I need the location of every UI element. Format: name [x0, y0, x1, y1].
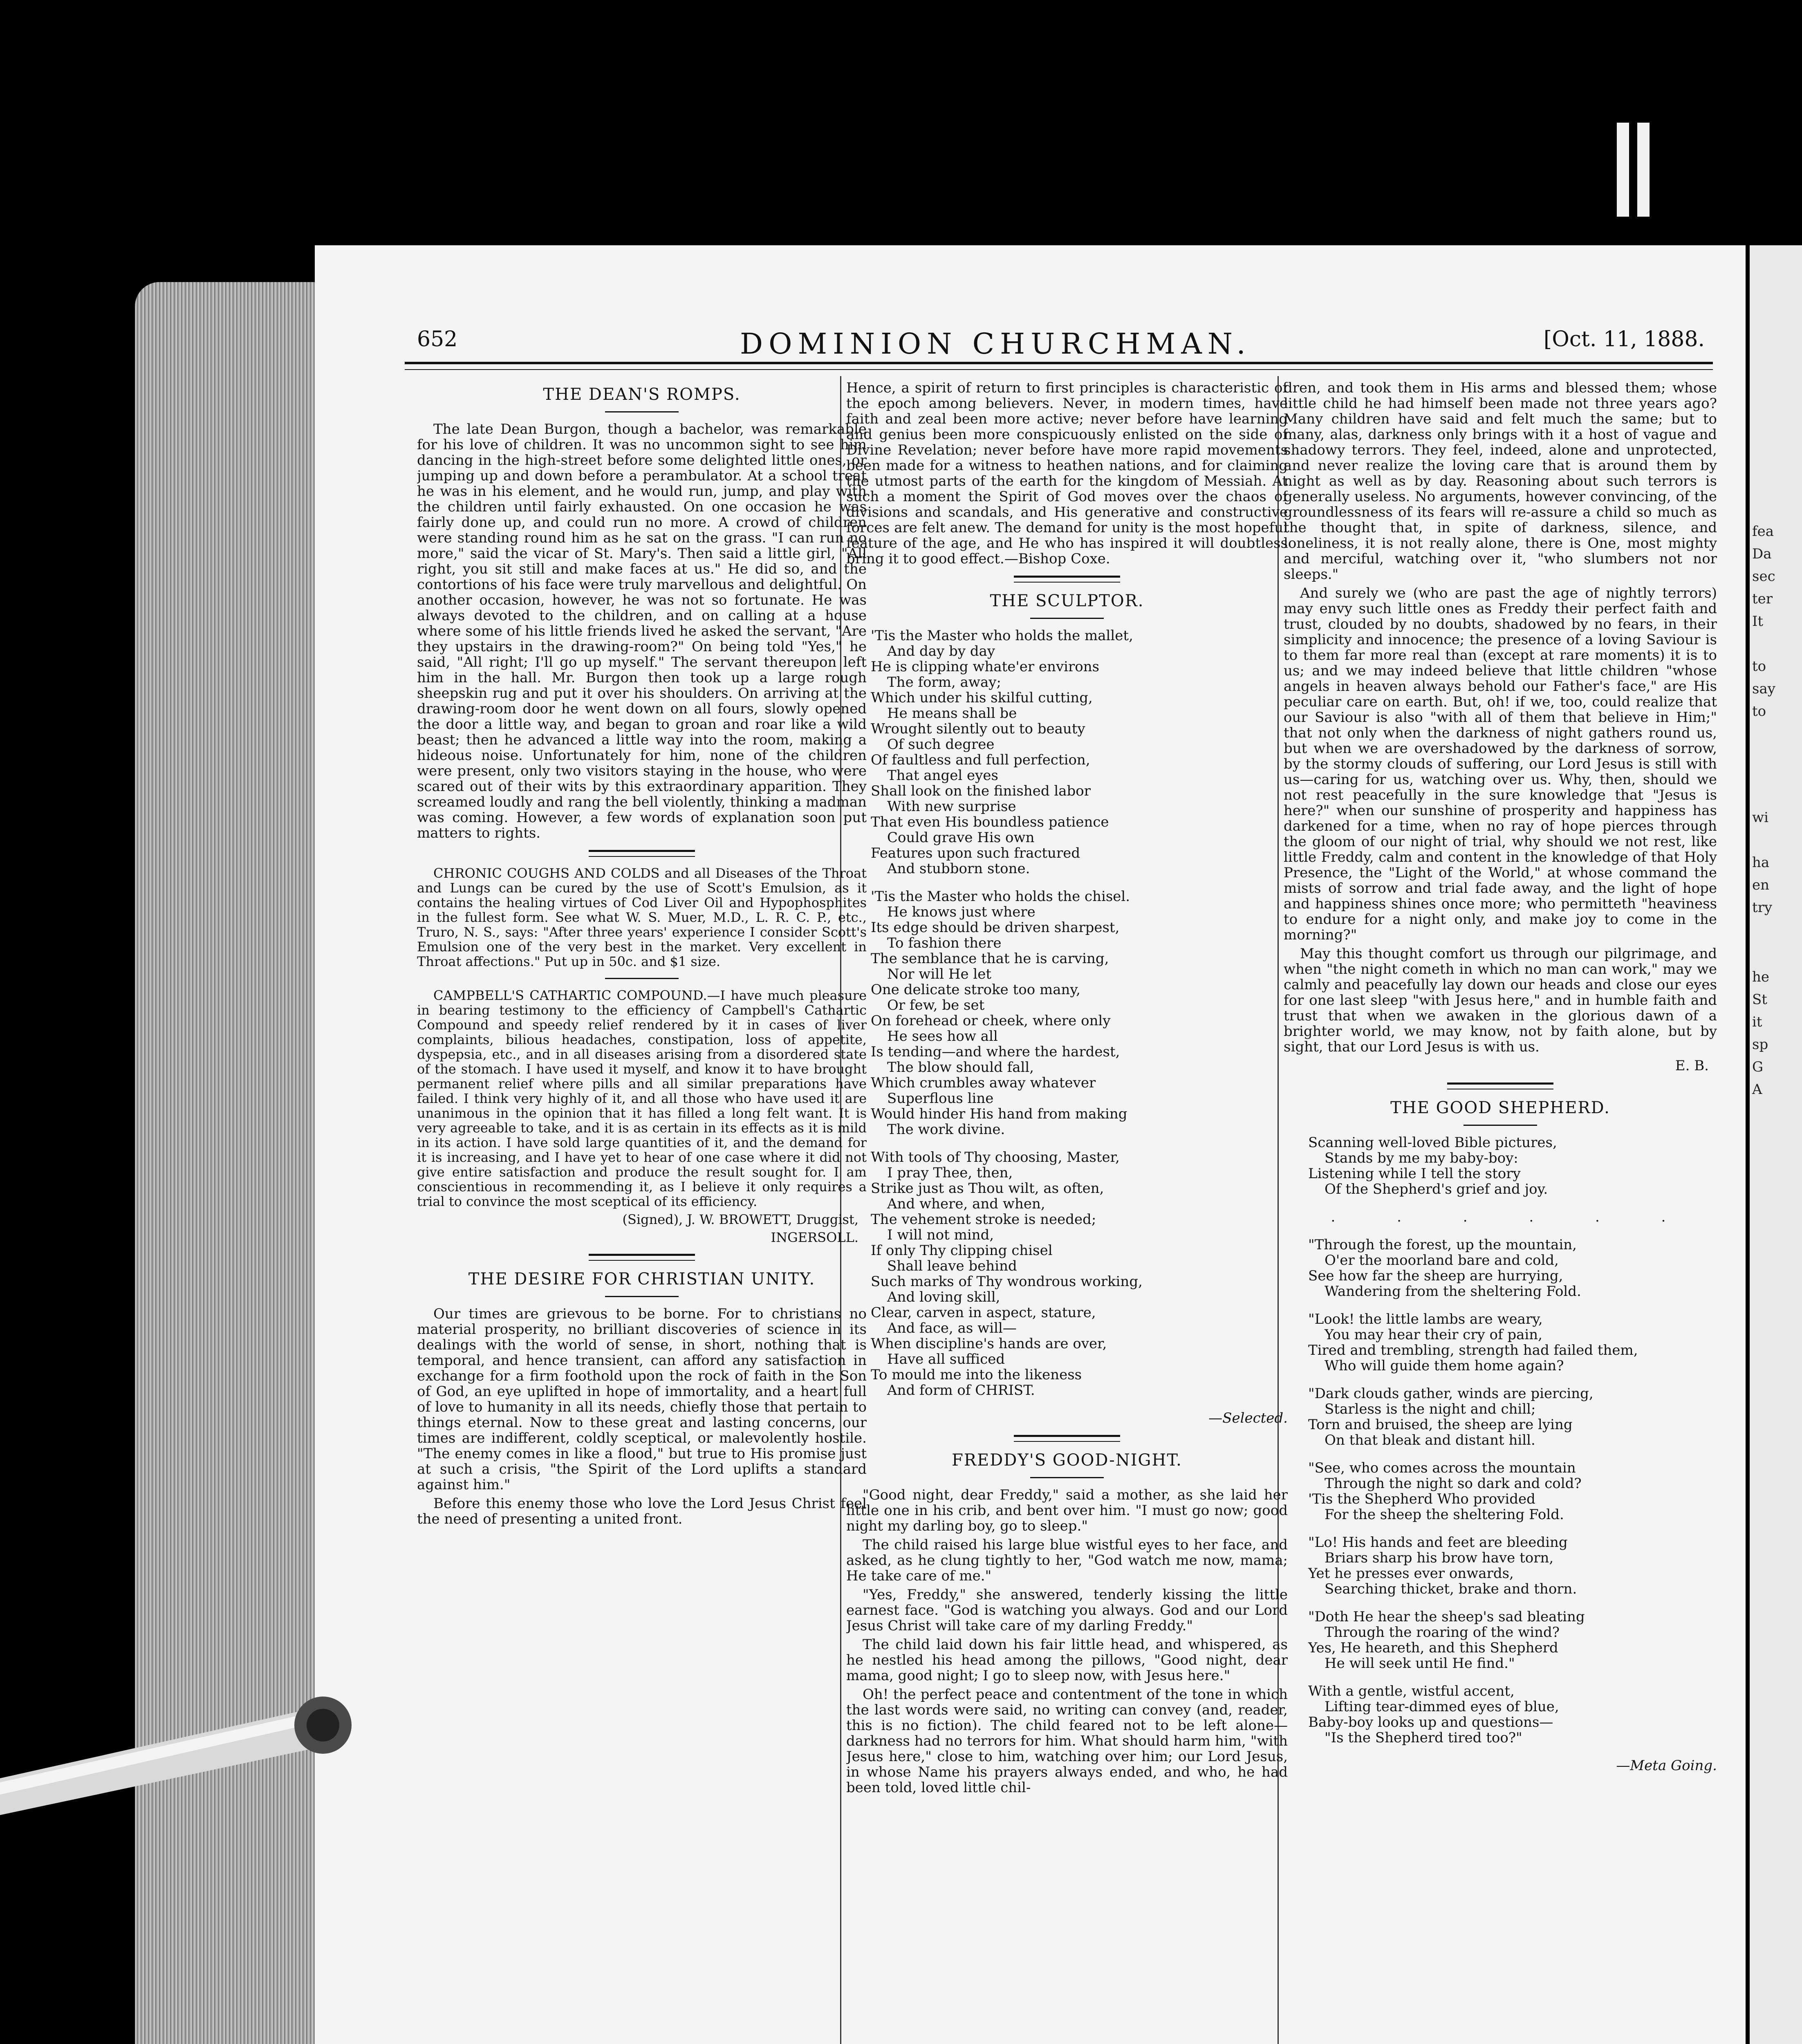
article-paragraph: The child laid down his fair little head, and whispered, as he nestled his head among the pillows, "Good night, dear mama, good night; I go to sleep now, with Jesus here.": [846, 1636, 1288, 1684]
poem-ellipsis: . . . . . .: [1331, 1209, 1694, 1225]
poem-line: The semblance that he is carving,: [871, 950, 1109, 967]
poem-line: 'Tis the Shepherd Who provided: [1308, 1491, 1535, 1507]
poem-line: Of such degree: [887, 736, 995, 753]
poem-stanza: [1308, 1609, 1717, 1671]
poem-line: "Doth He hear the sheep's sad bleating: [1308, 1609, 1585, 1625]
poem-line: "Look! the little lambs are weary,: [1308, 1311, 1543, 1327]
poem-stanza: [1308, 1460, 1717, 1522]
advertisement-signature-place: INGERSOLL.: [771, 1230, 858, 1245]
poem-line: Such marks of Thy wondrous working,: [871, 1273, 1143, 1290]
poem-line: He means shall be: [887, 705, 1017, 722]
poem-line: Of faultless and full perfection,: [871, 752, 1090, 768]
poem-line: Or few, be set: [887, 997, 985, 1013]
facing-page-fragment: sec: [1752, 568, 1775, 585]
poem-line: Listening while I tell the story: [1308, 1165, 1521, 1182]
poem-line: You may hear their cry of pain,: [1325, 1327, 1542, 1343]
advertisement-campbells-compound: CAMPBELL'S CATHARTIC COMPOUND.—I have much pleasure in bearing testimony to the efficiency of Campbell's Cathartic Compound and speedy relief rendered by it in cases of liver complaints, bilious headaches, constipation, loss of appetite, dyspepsia, etc., and in all diseases arising from a disordered state of the stomach. I have used it myself, and know it to have brought permanent relief where pills and all similar preparations have failed. I think very highly of it, and all those who have used it are unanimous in the opinion that it has filled a long felt want. It is very agreeable to take, and it is as certain in its effects as it is mild in its action. I have sold large quantities of it, and the demand for it is increasing, and I have yet to hear of one case where it did not give entire satisfaction and produce the result sought for. I am conscientious in recommending it, as I believe it only requires a trial to convince the most sceptical of its efficiency.: [417, 988, 867, 1209]
poem-line: And loving skill,: [887, 1289, 1000, 1305]
poem-line: On that bleak and distant hill.: [1325, 1432, 1535, 1448]
poem-line: Of the Shepherd's grief and joy.: [1325, 1181, 1548, 1197]
facing-page-fragment: It: [1752, 613, 1764, 630]
poem-stanza: [871, 889, 1288, 1137]
poem-line: He knows just where: [887, 904, 1035, 920]
facing-page-fragment: say: [1752, 681, 1775, 697]
article-initials: E. B.: [1675, 1058, 1709, 1074]
poem-line: To fashion there: [887, 935, 1002, 951]
poem-line: Scanning well-loved Bible pictures,: [1308, 1134, 1557, 1151]
poem-line: He is clipping whate'er environs: [871, 659, 1100, 675]
page-header: [417, 327, 1705, 360]
facing-page-fragment: fea: [1752, 523, 1774, 540]
poem-line: Through the roaring of the wind?: [1325, 1624, 1560, 1641]
article-title-deans-romps: THE DEAN'S ROMPS.: [543, 385, 741, 404]
column-3: [1284, 376, 1717, 2044]
poem-line: "Dark clouds gather, winds are piercing,: [1308, 1385, 1594, 1402]
poem-line: On forehead or cheek, where only: [871, 1013, 1111, 1029]
poem-line: Starless is the night and chill;: [1325, 1401, 1536, 1417]
article-paragraph: May this thought comfort us through our pilgrimage, and when "the night cometh in which no man can work," may we calmly and peacefully lay down our heads and close our eyes for one last sleep "with Jesus here," and in humble faith and trust that when we awaken in the glorious dawn of a brighter world, we may know, not by faith alone, but by sight, that our Lord Jesus is with us.: [1284, 946, 1717, 1055]
poem-line: If only Thy clipping chisel: [871, 1242, 1053, 1259]
poem-line: Searching thicket, brake and thorn.: [1325, 1581, 1577, 1597]
poem-line: With a gentle, wistful accent,: [1308, 1683, 1515, 1699]
poem-line: He sees how all: [887, 1028, 998, 1044]
poem-line: Torn and bruised, the sheep are lying: [1308, 1416, 1573, 1433]
article-paragraph: Oh! the perfect peace and contentment of the tone in which the last words were said, no writing can convey (and, reader, this is no fiction). The child feared not to be left alone—darkness had no terrors for him. What should harm him, "with Jesus here," close to him, watching over him; our Lord Jesus, in whose Name his prayers always ended, and who, he had been told, loved little chil-: [846, 1686, 1288, 1796]
poem-line: And face, as will—: [887, 1320, 1017, 1336]
poem-line: See how far the sheep are hurrying,: [1308, 1268, 1563, 1284]
facing-page-fragment: en: [1752, 877, 1770, 893]
poem-line: "Through the forest, up the mountain,: [1308, 1237, 1577, 1253]
poem-line: When discipline's hands are over,: [871, 1336, 1107, 1352]
poem-stanza: [1308, 1135, 1717, 1197]
poem-line: Through the night so dark and cold?: [1325, 1475, 1582, 1492]
article-paragraph: And surely we (who are past the age of nightly terrors) may envy such little ones as Freddy their perfect faith and trust, clouded by no doubts, shadowed by no fears, in their simplicity and innocence; the presence of a loving Saviour is to them far more real than (except at rare moments) it is to us; and we may indeed believe that little children "whose angels in heaven always behold our Father's face," are His peculiar care on earth. But, oh! if we, too, could realize that our Saviour is also "with all of them that believe in Him;" that not only when the darkness of night gathers round us, but when we are overshadowed by the darkness of sorrow, by the stormy clouds of suffering, our Lord Jesus is still with us—caring for us, watching over us. Why, then, should we not rest peacefully in the sure knowledge that "Jesus is here?" when our sunshine of prosperity and happiness has darkened for a time, when no ray of hope pierces through the gloom of our night of trial, why should we not rest, like little Freddy, calm and content in the knowledge of that Holy Presence, the "Light of the World," at whose command the mists of sorrow and trial fade away, and the light of hope and happiness shines once more; who permitteth "heaviness to endure for a night only, and make joy to come in the morning?": [1284, 585, 1717, 943]
poem-line: Features upon such fractured: [871, 845, 1080, 861]
poem-line: 'Tis the Master who holds the chisel.: [871, 888, 1130, 905]
facing-page-fragment: St: [1752, 991, 1767, 1008]
facing-page-fragment: to: [1752, 658, 1766, 675]
article-body: The late Dean Burgon, though a bachelor, was remarkable for his love of children. It was no uncommon sight to see him dancing in the high-street before some delighted little ones, or jumping up and down before a perambulator. At a school treat he was in his element, and he would run, jump, and play with the children until fairly exhausted. On one occasion he was fairly done up, and could run no more. A crowd of children were standing round him as he sat on the grass. "I can run no more," said the vicar of St. Mary's. Then said a little girl, "All right, you sit still and make faces at us." He did so, and the contortions of his face were truly marvellous and delightful. On another occasion, however, he was not so fortunate. He was always devoted to the children, and on calling at a house where some of his little friends lived he asked the servant, "Are they upstairs in the drawing-room?" On being told "Yes," he said, "All right; I'll go up myself." The servant thereupon left him in the hall. Mr. Burgon then took up a large rough sheepskin rug and put it over his shoulders. On arriving at the drawing-room door he went down on all fours, slowly opened the door a little way, and began to groan and roar like a wild beast; then he advanced a little way into the room, making a hideous noise. Unfortunately for him, none of the children were present, only two visitors staying in the house, who were scared out of their wits by this extraordinary apparition. They screamed loudly and rang the bell violently, thinking a madman was coming. However, a few words of explanation soon put matters to rights.: [417, 421, 867, 841]
article-paragraph: The child raised his large blue wistful eyes to her face, and asked, as he clung tightly to her, "God watch me now, mama; He take care of me.": [846, 1537, 1288, 1584]
poem-line: Which under his skilful cutting,: [871, 690, 1093, 706]
poem-line: With tools of Thy choosing, Master,: [871, 1149, 1120, 1165]
facing-page-fragment: G: [1752, 1059, 1764, 1075]
poem-line: Stands by me my baby-boy:: [1325, 1150, 1518, 1166]
poem-line: O'er the moorland bare and cold,: [1325, 1252, 1559, 1269]
poem-line: Wandering from the sheltering Fold.: [1325, 1283, 1581, 1300]
poem-line: Could grave His own: [887, 829, 1035, 846]
poem-line: The vehement stroke is needed;: [871, 1211, 1096, 1228]
poem-line: "Is the Shepherd tired too?": [1325, 1730, 1522, 1746]
poem-line: Who will guide them home again?: [1325, 1358, 1564, 1374]
poem-line: 'Tis the Master who holds the mallet,: [871, 628, 1133, 644]
facing-page-fragment: to: [1752, 703, 1766, 719]
article-body: Hence, a spirit of return to first principles is characteristic of the epoch among believers. Never, in modern times, have faith and zeal been more active; never before have learning and genius been more conspicuously enlisted on the side of Divine Revelation; never before have more rapid movements been made for a witness to heathen nations, and for claiming the utmost parts of the earth for the kingdom of Messiah. At such a moment the Spirit of God moves over the chaos of divisions and scandals, and His generative and constructive forces are felt anew. The demand for unity is the most hopeful feature of the age, and He who has inspired it will doubtless bring it to good effect.—Bishop Coxe.: [846, 380, 1288, 567]
poem-line: Briars sharp his brow have torn,: [1325, 1550, 1554, 1566]
poem-line: I pray Thee, then,: [887, 1165, 1013, 1181]
poem-line: Yes, He heareth, and this Shepherd: [1308, 1640, 1558, 1656]
poem-stanza: [871, 1150, 1288, 1398]
poem-stanza: [871, 628, 1288, 876]
poem-line: That even His boundless patience: [871, 814, 1109, 830]
poem-stanza: [1308, 1237, 1717, 1299]
facing-page-fragment: ha: [1752, 854, 1770, 871]
poem-line: Is tending—and where the hardest,: [871, 1044, 1120, 1060]
poem-line: "See, who comes across the mountain: [1308, 1460, 1576, 1476]
advertisement-scotts-emulsion: CHRONIC COUGHS AND COLDS and all Diseases of the Throat and Lungs can be cured by the use of Scott's Emulsion, as it contains the healing virtues of Cod Liver Oil and Hypophosphites in the fullest form. See what W. S. Muer, M.D., L. R. C. P., etc., Truro, N. S., says: "After three years' experience I consider Scott's Emulsion one of the very best in the market. Very excellent in Throat affections." Put up in 50c. and $1 size.: [417, 865, 867, 969]
poem-line: And where, and when,: [887, 1196, 1045, 1212]
facing-page-fragment: wi: [1752, 809, 1768, 826]
poem-line: Shall look on the finished labor: [871, 783, 1091, 799]
poem-line: Clear, carven in aspect, stature,: [871, 1304, 1096, 1321]
scan-marker-top-2: [1637, 123, 1650, 217]
facing-page-fragment: he: [1752, 969, 1770, 985]
article-title-christian-unity: THE DESIRE FOR CHRISTIAN UNITY.: [468, 1270, 816, 1289]
poem-line: Strike just as Thou wilt, as often,: [871, 1180, 1104, 1197]
poem-line: And day by day: [887, 643, 995, 659]
poem-line: To mould me into the likeness: [871, 1367, 1082, 1383]
scan-marker-top-1: [1617, 123, 1629, 217]
poem-line: And stubborn stone.: [887, 861, 1030, 877]
facing-page-fragment: A: [1752, 1081, 1762, 1098]
poem-attribution: —Meta Going.: [1616, 1757, 1717, 1774]
title-rule: [605, 411, 679, 412]
poem-line: The blow should fall,: [887, 1059, 1034, 1076]
article-paragraph: "Yes, Freddy," she answered, tenderly kissing the little earnest face. "God is watching you always. God and our Lord Jesus Christ will take care of my darling Freddy.": [846, 1587, 1288, 1634]
title-rule: [605, 1296, 679, 1297]
section-separator: [1014, 1435, 1120, 1442]
poem-line: The work divine.: [887, 1121, 1005, 1138]
poem-line: Shall leave behind: [887, 1258, 1017, 1274]
poem-attribution: —Selected.: [1208, 1410, 1288, 1426]
poem-line: Superflous line: [887, 1090, 994, 1107]
facing-page-fragment: ter: [1752, 591, 1773, 607]
title-rule: [1464, 1125, 1537, 1126]
section-separator: [1447, 1083, 1553, 1089]
poem-line: Lifting tear-dimmed eyes of blue,: [1325, 1699, 1559, 1715]
article-freddy: [846, 1487, 1288, 1795]
poem-line: The form, away;: [887, 674, 1001, 690]
poem-line: Have all sufficed: [887, 1351, 1005, 1367]
title-rule: [1030, 1477, 1104, 1478]
facing-page-fragment: try: [1752, 899, 1773, 916]
poem-line: Yet he presses ever onwards,: [1308, 1565, 1514, 1582]
poem-line: That angel eyes: [887, 767, 998, 784]
poem-stanza: [1308, 1311, 1717, 1374]
column-2: [846, 376, 1288, 2044]
poem-line: Tired and trembling, strength had failed them,: [1308, 1342, 1638, 1358]
column-1: [417, 376, 867, 2044]
poem-line: One delicate stroke too many,: [871, 982, 1080, 998]
poem-good-shepherd: [1308, 1135, 1717, 1746]
facing-page-edge: [1750, 245, 1802, 2044]
facing-page-fragment: it: [1752, 1014, 1762, 1030]
article-paragraph: "Good night, dear Freddy," said a mother, as she laid her little one in his crib, and bent over him. "I must go now; good night my darling boy, go to sleep.": [846, 1487, 1288, 1534]
poem-stanza: [1308, 1386, 1717, 1448]
poem-stanza: [1308, 1535, 1717, 1597]
poem-line: He will seek until He find.": [1325, 1655, 1515, 1672]
poem-line: Baby-boy looks up and questions—: [1308, 1714, 1553, 1730]
poem-title-sculptor: THE SCULPTOR.: [990, 592, 1144, 610]
poem-line: Wrought silently out to beauty: [871, 721, 1085, 737]
article-body: Our times are grievous to be borne. For to christians no material prosperity, no brilliant discoveries of science in its dealings with the world of sense, in short, nothing that is temporal, and hence transient, can afford any satisfaction in exchange for a firm foothold upon the rock of faith in the Son of God, an eye uplifted in hope of immortality, and a heart full of love to humanity in all its needs, chiefly those that pertain to things eternal. Now to these great and lasting concerns, our times are indifferent, coldly sceptical, or malevolently hostile. "The enemy comes in like a flood," but true to His promise just at such a crisis, "the Spirit of the Lord uplifts a standard against him.": [417, 1306, 867, 1493]
header-rule: [405, 362, 1713, 370]
poem-line: Nor will He let: [887, 966, 992, 982]
article-title-freddy: FREDDY'S GOOD-NIGHT.: [952, 1451, 1182, 1470]
title-rule: [1030, 618, 1104, 619]
page-number: 652: [417, 327, 458, 352]
poem-line: Which crumbles away whatever: [871, 1075, 1096, 1091]
poem-sculptor: [871, 628, 1288, 1398]
newspaper-page: [315, 245, 1746, 2044]
issue-date: [Oct. 11, 1888.: [1543, 327, 1705, 352]
advertisement-signature: (Signed), J. W. BROWETT, Druggist,: [622, 1212, 858, 1227]
poem-line: With new surprise: [887, 798, 1016, 815]
poem-line: "Lo! His hands and feet are bleeding: [1308, 1534, 1568, 1551]
poem-title-good-shepherd: THE GOOD SHEPHERD.: [1390, 1098, 1610, 1117]
facing-page-fragment: Da: [1752, 546, 1772, 562]
facing-page-fragment: sp: [1752, 1036, 1768, 1053]
poem-line: And form of CHRIST.: [887, 1382, 1035, 1399]
article-paragraph: dren, and took them in His arms and blessed them; whose little child he had himself been made not three years ago? Many children have said and felt much the same; but to many, alas, darkness only brings with it a host of vague and shadowy terrors. They feel, indeed, alone and unprotected, and never realize the loving care that is around them by night as well as by day. Reasoning about such terrors is generally useless. No arguments, however convincing, of the groundlessness of its fears will re-assure a child so much as the thought that, in spite of darkness, silence, and loneliness, it is not really alone, there is One, most mighty and merciful, watching over it, "who slumbers not nor sleeps.": [1284, 380, 1717, 583]
section-separator: [605, 978, 679, 979]
poem-line: Would hinder His hand from making: [871, 1106, 1127, 1122]
masthead-title: DOMINION CHURCHMAN.: [740, 327, 1251, 361]
section-separator: [589, 850, 695, 857]
article-freddy-continued: [1284, 380, 1717, 1055]
section-separator: [1014, 576, 1120, 583]
poem-line: I will not mind,: [887, 1227, 994, 1243]
metal-clip: [0, 1660, 352, 1815]
section-separator: [589, 1254, 695, 1261]
poem-line: For the sheep the sheltering Fold.: [1325, 1506, 1564, 1523]
article-body: Before this enemy those who love the Lord Jesus Christ feel the need of presenting a united front.: [417, 1495, 867, 1527]
poem-line: Its edge should be driven sharpest,: [871, 919, 1120, 936]
poem-stanza: [1308, 1683, 1717, 1746]
